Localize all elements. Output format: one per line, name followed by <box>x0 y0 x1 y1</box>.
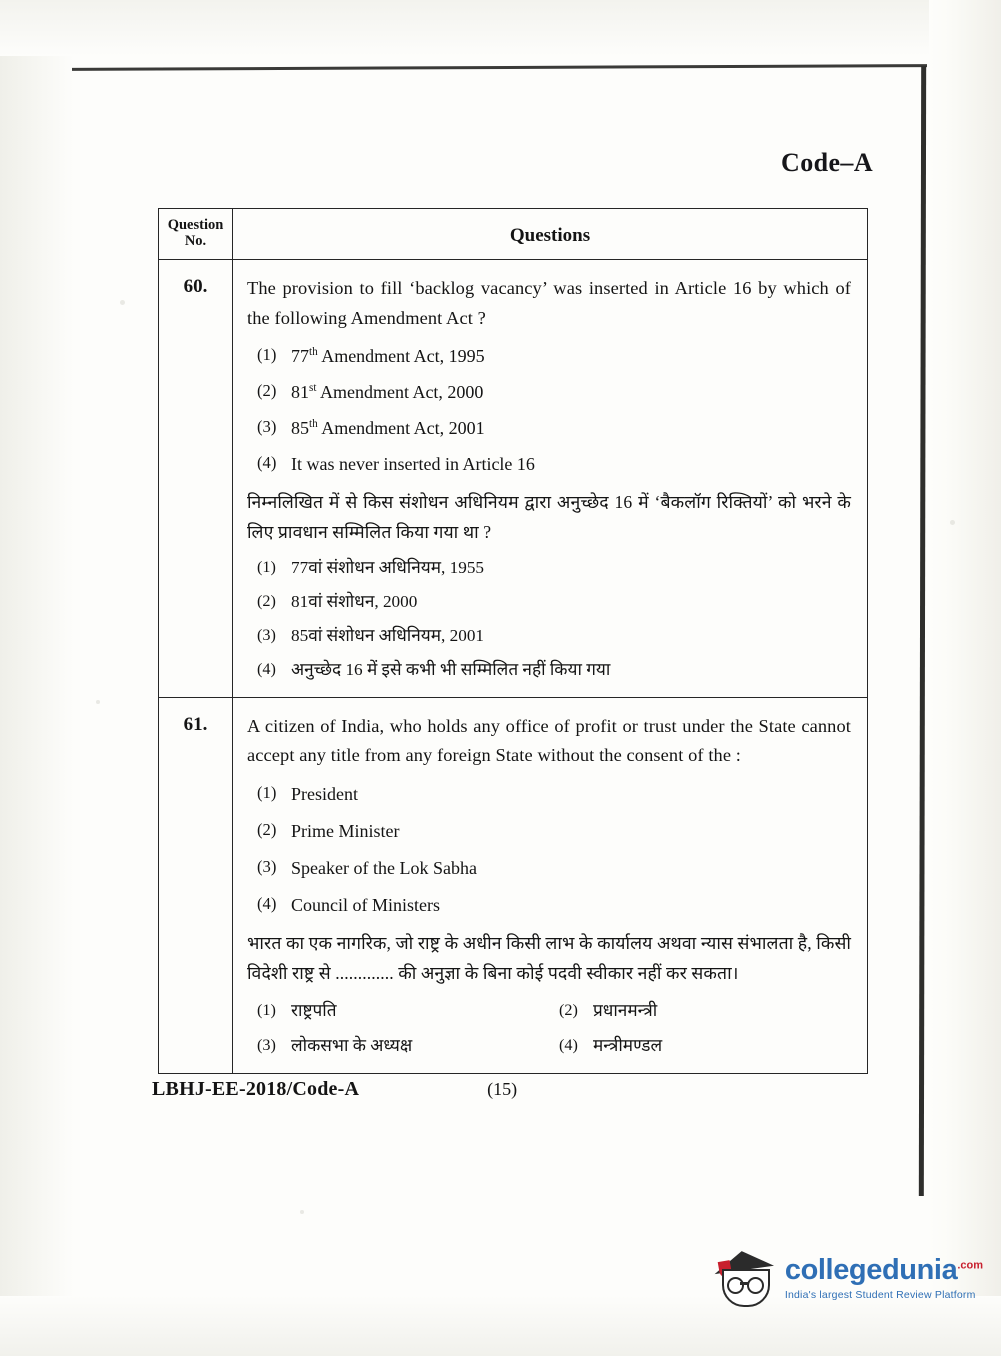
watermark-text <box>784 1253 983 1301</box>
ordinal-suffix: th <box>309 345 318 358</box>
option-label: (2) <box>257 820 277 840</box>
glasses-bridge <box>740 1282 749 1285</box>
page-footer <box>152 1078 882 1101</box>
scan-speck <box>950 520 955 525</box>
option-label: (4) <box>257 894 277 914</box>
option-english-4[interactable] <box>247 892 851 919</box>
option-english-4[interactable] <box>247 451 851 478</box>
option-label: (2) <box>257 592 276 611</box>
column-header-question-no-line2: No. <box>184 233 207 250</box>
question-content-cell <box>233 698 867 1073</box>
question-text-hindi: भारत का एक नागरिक, जो राष्ट्र के अधीन किसी लाभ के कार्यालय अथवा न्यास संभालता है, किसी विदेशी राष्ट्र से ............. की अनुज्ञा के बिना कोई पदवी स्वीकार नहीं कर सकता। <box>247 933 851 984</box>
table-row <box>159 260 867 698</box>
option-text: अनुच्छेद 16 में इसे कभी भी सम्मिलित नहीं किया गया <box>291 659 611 679</box>
option-text: लोकसभा के अध्यक्ष <box>291 1035 413 1055</box>
option-text: It was never inserted in Article 16 <box>291 453 535 474</box>
sheet-border-top <box>72 64 927 71</box>
option-hindi-row-2 <box>247 1033 851 1059</box>
graduate-cap-icon <box>711 1245 777 1311</box>
scan-speck <box>300 1210 304 1214</box>
option-text: 81st Amendment Act, 2000 <box>291 381 484 402</box>
brand-domain-suffix: .com <box>957 1259 983 1272</box>
option-text: 77th Amendment Act, 1995 <box>291 345 485 366</box>
option-text: प्रधानमन्त्री <box>593 1001 658 1021</box>
option-label: (1) <box>257 1001 276 1020</box>
option-text: 85वां संशोधन अधिनियम, 2001 <box>291 626 485 646</box>
scan-edge-right <box>929 0 1001 1356</box>
option-text: 85th Amendment Act, 2001 <box>291 417 485 438</box>
question-number-cell <box>159 698 233 1073</box>
footer-page-number: (15) <box>487 1079 518 1099</box>
option-hindi-row-1 <box>247 998 851 1024</box>
glasses-right-icon <box>747 1277 764 1294</box>
option-text: राष्ट्रपति <box>291 1001 337 1021</box>
option-text: 81वां संशोधन, 2000 <box>291 592 418 612</box>
option-label: (2) <box>257 380 277 400</box>
option-text: President <box>291 784 358 805</box>
question-number-cell <box>159 260 233 697</box>
option-label: (3) <box>257 1035 276 1054</box>
ordinal-suffix: th <box>309 417 318 430</box>
collegedunia-watermark <box>711 1242 983 1314</box>
glasses-left-icon <box>727 1277 744 1294</box>
table-header-row <box>159 209 867 260</box>
option-label: (4) <box>257 659 276 678</box>
option-label: (4) <box>559 1035 578 1054</box>
option-hindi-1[interactable] <box>247 998 549 1024</box>
option-text: Prime Minister <box>291 821 400 842</box>
scan-edge-top <box>0 0 1001 56</box>
scan-edge-left <box>0 0 74 1356</box>
option-english-2[interactable] <box>247 818 851 845</box>
option-english-1[interactable] <box>247 343 851 370</box>
option-hindi-4[interactable] <box>247 657 851 683</box>
paper-code-label: Code–A <box>781 148 873 177</box>
option-label: (2) <box>559 1001 578 1020</box>
scan-speck <box>96 700 100 704</box>
question-text-english: A citizen of India, who holds any office of profit or trust under the State cannot accept any title from any foreign State without the consent of the : <box>247 715 851 766</box>
option-hindi-3[interactable] <box>247 1033 549 1059</box>
brand-tagline: India's largest Student Review Platform <box>784 1288 976 1301</box>
option-label: (1) <box>257 558 276 577</box>
option-label: (1) <box>257 344 277 364</box>
brand-name: collegedunia$^{.com}$ <box>784 1253 983 1286</box>
option-label: (3) <box>257 626 276 645</box>
option-hindi-3[interactable] <box>247 623 851 649</box>
question-text-hindi: निम्नलिखित में से किस संशोधन अधिनियम द्वारा अनुच्छेद 16 में ‘बैकलॉग रिक्तियों’ को भरने के लिए प्रावधान सम्मिलित किया गया था ? <box>247 491 851 542</box>
option-label: (3) <box>257 416 277 436</box>
questions-table <box>158 208 868 1074</box>
option-english-1[interactable] <box>247 781 851 808</box>
option-hindi-2[interactable] <box>247 589 851 615</box>
option-label: (3) <box>257 857 277 877</box>
table-row <box>159 698 867 1073</box>
option-text: मन्त्रीमण्डल <box>593 1035 663 1055</box>
sheet-border-right <box>919 66 926 1196</box>
column-header-question-no-line1: Question <box>167 217 224 233</box>
column-header-question-no <box>159 209 233 259</box>
option-hindi-1[interactable] <box>247 555 851 581</box>
question-text-english: The provision to fill ‘backlog vacancy’ was inserted in Article 16 by which of the following Amendment Act ? <box>247 278 851 328</box>
column-header-questions: Questions <box>509 225 591 246</box>
question-number: 60. <box>183 276 208 297</box>
option-label: (1) <box>257 783 277 803</box>
question-content-cell <box>233 260 867 697</box>
option-english-3[interactable] <box>247 415 851 442</box>
option-text: 77वां संशोधन अधिनियम, 1955 <box>291 558 485 578</box>
ordinal-suffix: st <box>309 381 317 394</box>
option-text: Council of Ministers <box>291 895 440 916</box>
option-hindi-4[interactable] <box>549 1033 851 1059</box>
question-number: 61. <box>183 713 208 735</box>
footer-paper-code: LBHJ-EE-2018/Code-A <box>152 1078 360 1100</box>
option-text: Speaker of the Lok Sabha <box>291 858 477 879</box>
option-english-2[interactable] <box>247 379 851 406</box>
scan-speck <box>120 300 125 305</box>
option-hindi-2[interactable] <box>549 998 851 1024</box>
option-label: (4) <box>257 452 277 472</box>
option-english-3[interactable] <box>247 855 851 882</box>
